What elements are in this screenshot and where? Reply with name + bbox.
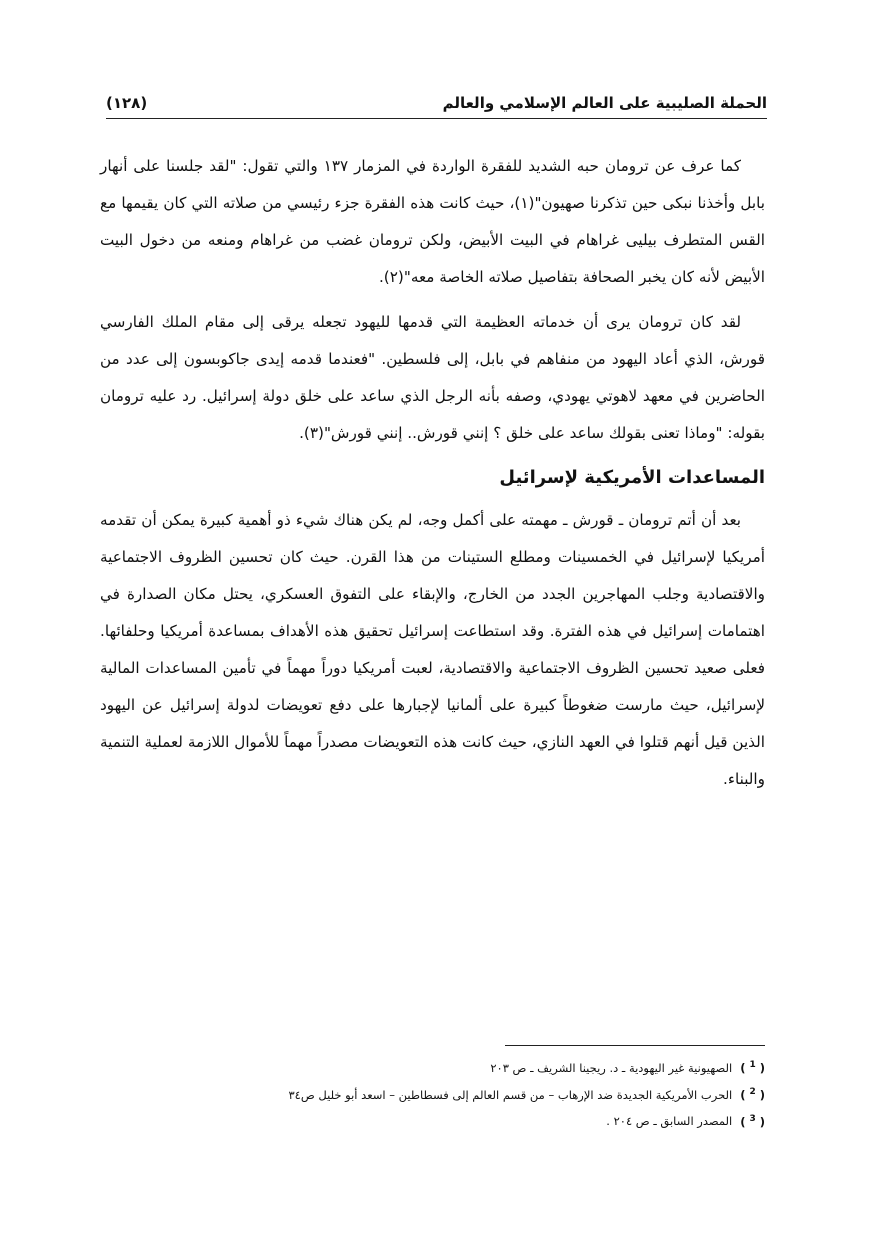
footnote-marker: ( $^1$ ) (740, 1060, 765, 1075)
footnote-list (140, 1053, 765, 1133)
main-text (100, 148, 765, 806)
paragraph-truman-cyrus: لقد كان ترومان يرى أن خدماته العظيمة التي قدمها لليهود تجعله يرقى إلى مقام الملك الفارسي قورش، الذي أعاد اليهود من منفاهم في بابل، إلى فلسطين. "فعندما قدمه إيدى جاكوبسون إلى عدد من الحاضرين في معهد لاهوتي يهودي، وصفه بأنه الرجل الذي ساعد على خلق دولة إسرائيل. رد عليه ترومان بقوله: "وماذا تعنى بقولك ساعد على خلق ؟ إنني قورش.. إنني قورش"(٣). (100, 313, 765, 442)
footnote-item (140, 1107, 765, 1134)
footnote-item (140, 1080, 765, 1107)
footnote-text: الحرب الأمريكية الجديدة ضد الإرهاب – من قسم العالم إلى فسطاطين – اسعد أبو خليل ص٣٤ (288, 1087, 733, 1102)
running-header (106, 88, 767, 119)
header-title: الحملة الصليبية على العالم الإسلامي والعالم (442, 94, 767, 112)
paragraph-truman-psalm: كما عرف عن ترومان حبه الشديد للفقرة الواردة في المزمار ١٣٧ والتي تقول: "لقد جلسنا على أنهار بابل وأخذنا نبكى حين تذكرنا صهيون"(١)، حيث كانت هذه الفقرة جزء رئيسي من صلاته التي كان يقيمها مع القس المتطرف بيليى غراهام في البيت الأبيض، ولكن ترومان غضب من غراهام ومنعه من دخول البيت الأبيض لأنه كان يخبر الصحافة بتفاصيل صلاته الخاصة معه"(٢). (100, 157, 765, 286)
footnote-text: المصدر السابق ـ ص ٢٠٤ . (606, 1114, 733, 1129)
footnote-text: الصهيونية غير اليهودية ـ د. ريجينا الشريف ـ ص ٢٠٣ (490, 1060, 733, 1075)
page-number: (١٢٨) (106, 94, 148, 112)
footnote-marker: ( $^2$ ) (740, 1086, 765, 1102)
paragraph-american-aid: بعد أن أتم ترومان ـ قورش ـ مهمته على أكمل وجه، لم يكن هناك شيء ذو أهمية كبيرة يمكن أن تقدمه أمريكيا لإسرائيل في الخمسينات ومطلع الستينات من هذا القرن. حيث كان تحسين الظروف الاجتماعية والاقتصادية وجلب المهاجرين الجدد من الخارج، والإبقاء على التفوق العسكري، يحتل مكان الصدارة في اهتمامات إسرائيل في هذه الفترة. وقد استطاعت إسرائيل تحقيق هذه الأهداف بمساعدة أمريكيا وحلفائها. فعلى صعيد تحسين الظروف الاجتماعية والاقتصادية، لعبت أمريكيا دوراً مهماً في تأمين المساعدات المالية لإسرائيل، حيث مارست ضغوطاً كبيرة على ألمانيا لإجبارها على دفع تعويضات لدولة إسرائيل عن اليهود الذين قيل أنهم قتلوا في العهد النازي، حيث كانت هذه التعويضات مصدراً مهماً للأموال اللازمة لعملية التنمية والبناء. (100, 511, 765, 788)
footnote-marker: ( $^3$ ) (740, 1113, 765, 1129)
footnote-item (140, 1053, 765, 1080)
section-heading: المساعدات الأمريكية لإسرائيل (499, 467, 765, 488)
footnote-separator (505, 1045, 765, 1046)
